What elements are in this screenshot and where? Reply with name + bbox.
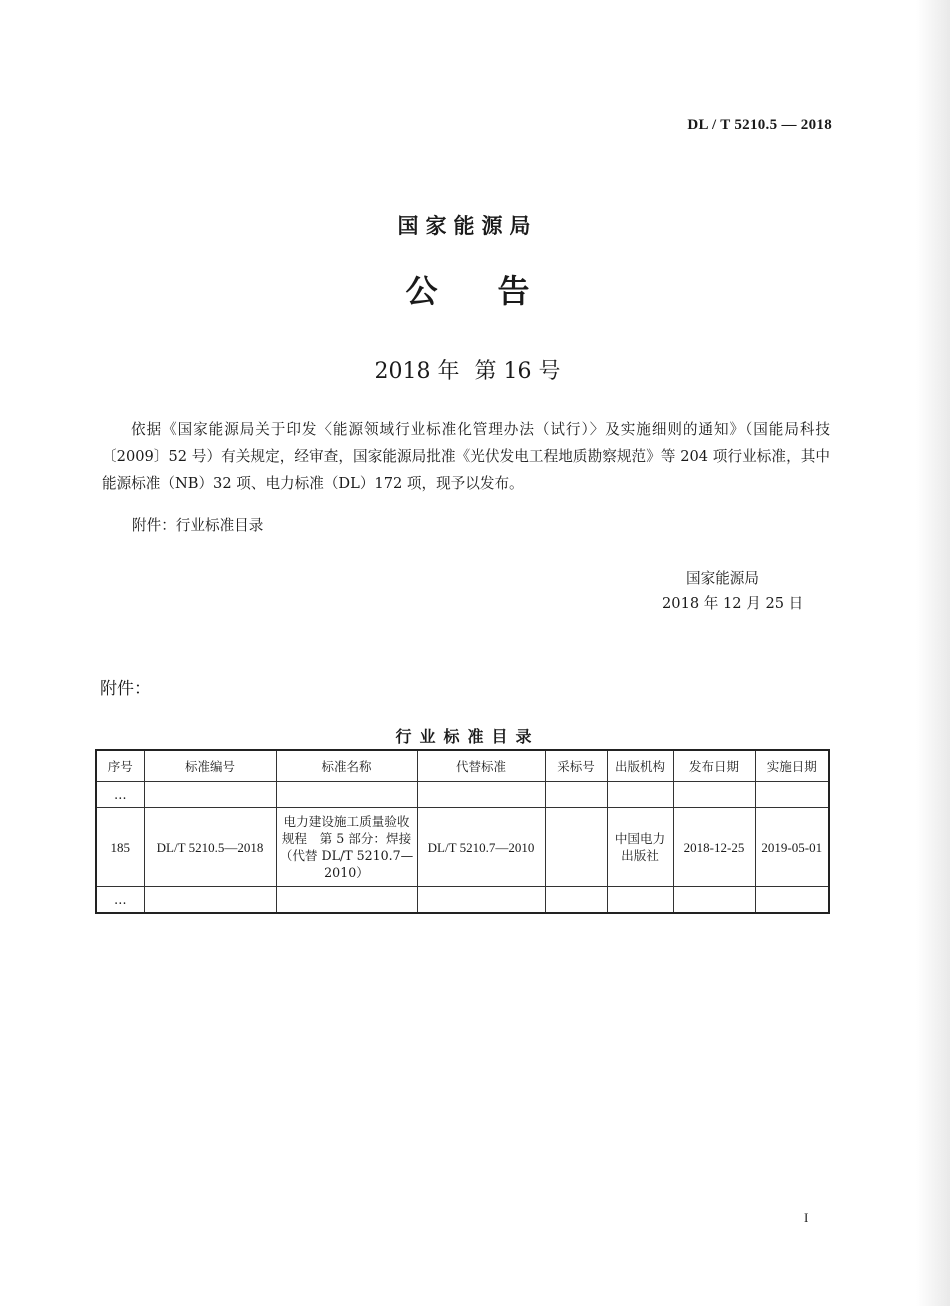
header-name: 标准名称: [276, 750, 417, 782]
ellipsis-cell: …: [96, 887, 144, 914]
table-row: [96, 808, 829, 887]
attachment-line: 附件：行业标准目录: [132, 517, 264, 534]
cell-effective-date: 2019-05-01: [755, 808, 829, 887]
ellipsis-cell: …: [96, 782, 144, 808]
header-code: 标准编号: [144, 750, 276, 782]
attachment-heading: 附件：: [100, 679, 151, 699]
cell-code: DL/T 5210.5—2018: [144, 808, 276, 887]
body-paragraph: 依据《国家能源局关于印发〈能源领域行业标准化管理办法（试行）〉及实施细则的通知》（国能局科技〔2009〕52 号）有关规定，经审查，国家能源局批准《光伏发电工程地质勘察规范》等 204 项行业标准，其中能源标准（NB）32 项、电力标准（DL）172 项，现予以发布。: [102, 421, 830, 492]
announcement-number: [0, 354, 935, 385]
header-adopted: 采标号: [545, 750, 607, 782]
cell-replaces: DL/T 5210.7—2010: [417, 808, 545, 887]
table-title: 行业标准目录: [395, 727, 540, 746]
cell-publisher: 中国电力出版社: [607, 808, 673, 887]
table-row: [96, 887, 829, 914]
header-publisher: 出版机构: [607, 750, 673, 782]
table-header-row: [96, 750, 829, 782]
page-number: I: [804, 1210, 809, 1225]
signature-date: 2018 年 12 月 25 日: [662, 595, 804, 612]
header-effective-date: 实施日期: [755, 750, 829, 782]
announcement-title: 公告: [405, 272, 590, 310]
standards-table: [95, 749, 830, 914]
header-replaces: 代替标准: [417, 750, 545, 782]
cell-seq: 185: [96, 808, 144, 887]
document-code: DL / T 5210.5 — 2018: [687, 117, 832, 133]
header-seq: 序号: [96, 750, 144, 782]
scan-edge-shadow: [916, 0, 950, 1306]
agency-title: 国家能源局: [397, 214, 538, 238]
announcement-year: 2018 年: [374, 359, 460, 384]
table-row: [96, 782, 829, 808]
announcement-no: 第 16 号: [474, 359, 561, 384]
cell-adopted: [545, 808, 607, 887]
signature-org: 国家能源局: [686, 570, 759, 587]
header-issue-date: 发布日期: [673, 750, 755, 782]
cell-issue-date: 2018-12-25: [673, 808, 755, 887]
cell-name: 电力建设施工质量验收规程 第 5 部分：焊接（代替 DL/T 5210.7—2010）: [276, 808, 417, 887]
